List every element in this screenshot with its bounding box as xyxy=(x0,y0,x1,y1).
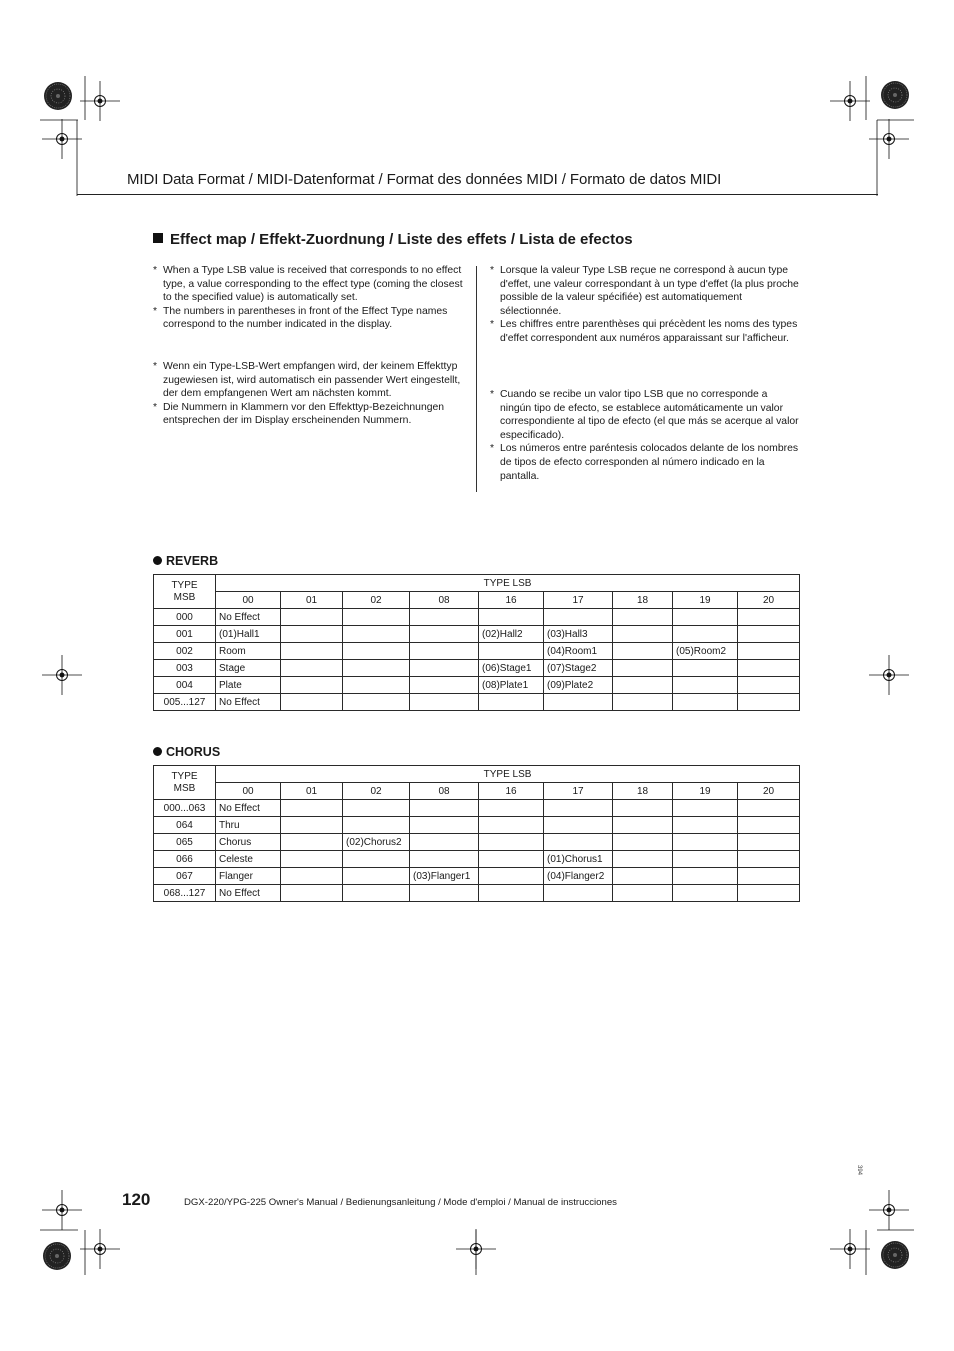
registration-burst-icon xyxy=(43,1242,71,1270)
effect-cell xyxy=(281,660,343,677)
effect-cell xyxy=(673,609,738,626)
effect-cell: No Effect xyxy=(216,694,281,711)
effect-cell: (03)Flanger1 xyxy=(410,868,479,885)
note-item: * Wenn ein Type-LSB-Wert empfangen wird, der keinem Effekttyp zugewiesen ist, wird automatisch ein passender Wert eingestellt, der dem empfangenen Wert am nächsten kommt. xyxy=(153,361,461,400)
effect-cell xyxy=(673,851,738,868)
effect-cell xyxy=(673,660,738,677)
effect-cell: (02)Chorus2 xyxy=(343,834,410,851)
table-row xyxy=(154,800,800,817)
effect-cell xyxy=(410,694,479,711)
effect-cell xyxy=(673,868,738,885)
effect-cell xyxy=(673,677,738,694)
effect-cell xyxy=(479,609,544,626)
effect-cell: No Effect xyxy=(216,800,281,817)
table-row xyxy=(154,626,800,643)
effect-cell xyxy=(410,643,479,660)
effect-cell xyxy=(544,609,613,626)
registration-cross-icon xyxy=(42,119,82,159)
msb-cell: 066 xyxy=(154,851,216,868)
lsb-column-header: 01 xyxy=(281,592,343,609)
type-lsb-header: TYPE LSB xyxy=(216,766,800,783)
table-row xyxy=(154,660,800,677)
square-bullet-icon xyxy=(153,233,163,243)
lsb-column-header: 18 xyxy=(613,783,673,800)
lsb-column-header: 16 xyxy=(479,783,544,800)
effect-cell: Celeste xyxy=(216,851,281,868)
registration-cross-icon xyxy=(869,119,909,159)
effect-cell xyxy=(281,694,343,711)
effect-cell xyxy=(613,834,673,851)
effect-cell xyxy=(281,817,343,834)
effect-cell xyxy=(410,660,479,677)
chorus-table xyxy=(153,765,800,902)
effect-cell xyxy=(738,660,800,677)
header-rule xyxy=(77,194,878,195)
effect-cell: (06)Stage1 xyxy=(479,660,544,677)
table-row xyxy=(154,817,800,834)
column-divider xyxy=(476,266,477,492)
effect-cell xyxy=(281,885,343,902)
effect-cell xyxy=(410,800,479,817)
section-title xyxy=(153,231,633,248)
reverb-heading: REVERB xyxy=(153,554,218,568)
note-item: * Les chiffres entre parenthèses qui précèdent les noms des types d'effet correspondent aux numéros apparaissant sur l'afficheur. xyxy=(490,319,798,344)
registration-cross-icon xyxy=(42,655,82,695)
registration-burst-icon xyxy=(881,1241,909,1269)
effect-cell xyxy=(738,694,800,711)
msb-cell: 003 xyxy=(154,660,216,677)
effect-cell xyxy=(738,643,800,660)
effect-cell xyxy=(410,834,479,851)
table-header-row xyxy=(154,575,800,592)
footer-text: DGX-220/YPG-225 Owner's Manual / Bedienungsanleitung / Mode d'emploi / Manual de instrucciones xyxy=(184,1197,617,1208)
effect-cell xyxy=(613,677,673,694)
lsb-column-header: 00 xyxy=(216,783,281,800)
table-row xyxy=(154,677,800,694)
note-item: * Cuando se recibe un valor tipo LSB que no corresponde a ningún tipo de efecto, se establece automáticamente un valor correspondiente al tipo de efecto (el que más se acerque al valor especificado). xyxy=(490,389,799,441)
lsb-column-header: 01 xyxy=(281,783,343,800)
effect-cell xyxy=(343,609,410,626)
msb-cell: 004 xyxy=(154,677,216,694)
effect-cell: (03)Hall3 xyxy=(544,626,613,643)
effect-cell xyxy=(613,800,673,817)
msb-cell: 001 xyxy=(154,626,216,643)
circle-bullet-icon xyxy=(153,556,162,565)
effect-cell: (01)Chorus1 xyxy=(544,851,613,868)
effect-cell: (04)Flanger2 xyxy=(544,868,613,885)
effect-cell xyxy=(479,851,544,868)
lsb-column-header: 20 xyxy=(738,592,800,609)
effect-cell xyxy=(281,677,343,694)
lsb-column-header: 08 xyxy=(410,783,479,800)
type-lsb-header: TYPE LSB xyxy=(216,575,800,592)
effect-cell xyxy=(281,851,343,868)
effect-cell xyxy=(738,885,800,902)
note-item: * Los números entre paréntesis colocados delante de los nombres de tipos de efecto corresponden al número indicado en la pantalla. xyxy=(490,443,799,482)
lsb-column-header: 19 xyxy=(673,592,738,609)
notes-de xyxy=(153,360,468,428)
effect-cell xyxy=(410,626,479,643)
effect-cell xyxy=(343,868,410,885)
effect-cell xyxy=(343,817,410,834)
effect-cell xyxy=(544,817,613,834)
notes-en xyxy=(153,264,468,332)
effect-cell xyxy=(544,694,613,711)
effect-cell xyxy=(479,817,544,834)
registration-burst-icon xyxy=(881,81,909,109)
msb-cell: 000...063 xyxy=(154,800,216,817)
registration-cross-icon xyxy=(830,81,870,121)
msb-cell: 002 xyxy=(154,643,216,660)
type-msb-header: TYPE MSB xyxy=(154,766,216,800)
effect-cell xyxy=(738,834,800,851)
effect-cell xyxy=(738,868,800,885)
effect-cell xyxy=(410,609,479,626)
print-code: 394 xyxy=(856,1165,862,1176)
note-item: * The numbers in parentheses in front of the Effect Type names correspond to the number indicated in the display. xyxy=(153,305,448,331)
registration-cross-icon xyxy=(869,655,909,695)
note-item: * When a Type LSB value is received that corresponds to no effect type, a value corresponding to the effect type (coming the closest to the specified value) is automatically set. xyxy=(153,265,463,304)
registration-burst-icon xyxy=(44,82,72,110)
effect-cell: (02)Hall2 xyxy=(479,626,544,643)
effect-cell xyxy=(343,800,410,817)
effect-cell xyxy=(281,834,343,851)
section-title-text: Effect map / Effekt-Zuordnung / Liste des effets / Lista de efectos xyxy=(170,231,633,248)
circle-bullet-icon xyxy=(153,747,162,756)
effect-cell xyxy=(613,660,673,677)
effect-cell xyxy=(738,609,800,626)
effect-cell: (08)Plate1 xyxy=(479,677,544,694)
effect-cell xyxy=(281,626,343,643)
msb-cell: 065 xyxy=(154,834,216,851)
effect-cell xyxy=(738,626,800,643)
effect-cell: No Effect xyxy=(216,885,281,902)
effect-cell xyxy=(479,694,544,711)
effect-cell: (05)Room2 xyxy=(673,643,738,660)
effect-cell xyxy=(613,643,673,660)
effect-cell: Chorus xyxy=(216,834,281,851)
effect-cell xyxy=(738,677,800,694)
registration-cross-icon xyxy=(80,1229,120,1269)
effect-cell xyxy=(738,800,800,817)
effect-cell xyxy=(673,694,738,711)
effect-cell xyxy=(343,643,410,660)
lsb-column-header: 18 xyxy=(613,592,673,609)
effect-cell: Flanger xyxy=(216,868,281,885)
note-item: * Lorsque la valeur Type LSB reçue ne correspond à aucun type d'effet, une valeur correspondant à un type d'effet (la plus proche possible de la valeur spécifiée) est automatiquement sélectionnée. xyxy=(490,265,799,317)
registration-cross-icon xyxy=(869,1190,909,1230)
effect-cell xyxy=(343,626,410,643)
chorus-heading: CHORUS xyxy=(153,745,220,759)
msb-cell: 067 xyxy=(154,868,216,885)
effect-cell xyxy=(613,609,673,626)
effect-cell xyxy=(738,851,800,868)
page-number: 120 xyxy=(122,1190,151,1209)
effect-cell: Room xyxy=(216,643,281,660)
effect-cell xyxy=(479,885,544,902)
lsb-column-header: 19 xyxy=(673,783,738,800)
registration-cross-icon xyxy=(42,1190,82,1230)
lsb-column-header: 00 xyxy=(216,592,281,609)
effect-cell xyxy=(673,834,738,851)
effect-cell: (07)Stage2 xyxy=(544,660,613,677)
effect-cell: Plate xyxy=(216,677,281,694)
registration-cross-icon xyxy=(80,81,120,121)
effect-cell xyxy=(410,817,479,834)
effect-cell xyxy=(738,817,800,834)
effect-cell xyxy=(544,800,613,817)
table-row xyxy=(154,643,800,660)
effect-cell xyxy=(673,626,738,643)
table-row xyxy=(154,885,800,902)
effect-cell: Stage xyxy=(216,660,281,677)
effect-cell xyxy=(281,800,343,817)
msb-cell: 064 xyxy=(154,817,216,834)
effect-cell xyxy=(613,885,673,902)
effect-cell xyxy=(613,851,673,868)
lsb-columns-row xyxy=(154,783,800,800)
effect-cell xyxy=(410,885,479,902)
effect-cell xyxy=(479,868,544,885)
table-row xyxy=(154,609,800,626)
effect-cell xyxy=(479,800,544,817)
reverb-table xyxy=(153,574,800,711)
notes-es xyxy=(490,388,800,483)
lsb-column-header: 08 xyxy=(410,592,479,609)
effect-cell: Thru xyxy=(216,817,281,834)
msb-cell: 005...127 xyxy=(154,694,216,711)
lsb-column-header: 16 xyxy=(479,592,544,609)
table-row xyxy=(154,851,800,868)
table-row xyxy=(154,834,800,851)
effect-cell xyxy=(281,643,343,660)
effect-cell xyxy=(613,817,673,834)
effect-cell xyxy=(343,851,410,868)
msb-cell: 068...127 xyxy=(154,885,216,902)
table-header-row xyxy=(154,766,800,783)
effect-cell xyxy=(544,834,613,851)
effect-cell xyxy=(410,677,479,694)
effect-cell xyxy=(281,609,343,626)
effect-cell xyxy=(410,851,479,868)
effect-cell: (04)Room1 xyxy=(544,643,613,660)
effect-cell: (09)Plate2 xyxy=(544,677,613,694)
table-row xyxy=(154,868,800,885)
lsb-column-header: 17 xyxy=(544,783,613,800)
type-msb-header: TYPE MSB xyxy=(154,575,216,609)
effect-cell xyxy=(544,885,613,902)
effect-cell: No Effect xyxy=(216,609,281,626)
lsb-column-header: 17 xyxy=(544,592,613,609)
effect-cell xyxy=(613,626,673,643)
effect-cell xyxy=(343,694,410,711)
notes-fr xyxy=(490,264,800,346)
page-header-title: MIDI Data Format / MIDI-Datenformat / Format des données MIDI / Formato de datos MIDI xyxy=(127,171,722,188)
effect-cell xyxy=(343,677,410,694)
effect-cell xyxy=(673,800,738,817)
lsb-column-header: 20 xyxy=(738,783,800,800)
registration-cross-icon xyxy=(830,1229,870,1269)
effect-cell xyxy=(613,868,673,885)
effect-cell xyxy=(479,643,544,660)
table-row xyxy=(154,694,800,711)
lsb-columns-row xyxy=(154,592,800,609)
effect-cell xyxy=(673,885,738,902)
note-item: * Die Nummern in Klammern vor den Effekttyp-Bezeichnungen entsprechen der im Display erscheinenden Nummern. xyxy=(153,401,445,427)
effect-cell: (01)Hall1 xyxy=(216,626,281,643)
effect-cell xyxy=(343,660,410,677)
effect-cell xyxy=(479,834,544,851)
effect-cell xyxy=(343,885,410,902)
msb-cell: 000 xyxy=(154,609,216,626)
effect-cell xyxy=(281,868,343,885)
effect-cell xyxy=(613,694,673,711)
lsb-column-header: 02 xyxy=(343,592,410,609)
effect-cell xyxy=(673,817,738,834)
lsb-column-header: 02 xyxy=(343,783,410,800)
